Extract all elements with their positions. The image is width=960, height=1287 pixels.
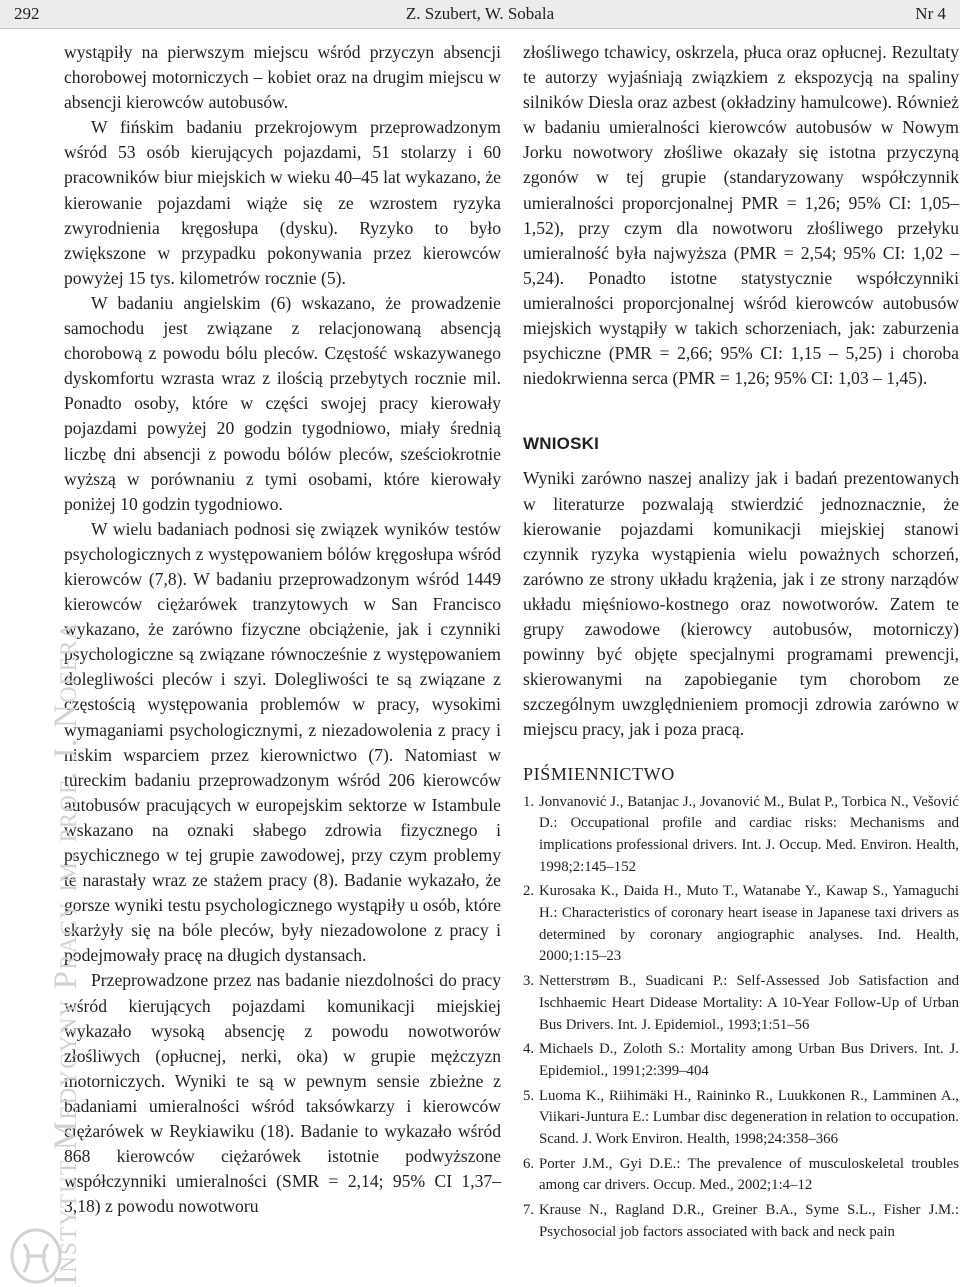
- paragraph: Przeprowadzone przez nas badanie niezdolności do pracy wśród kierujących pojazdami komunikacji miejskiej wykazało wysoką absencję z powodu nowotworów złośliwych (opłucnej, nerki, oka) w grupie mężczyzn motorniczych. Wyniki te są w pewnym sensie zbieżne z badaniami umieralności wśród taksówkarzy i kierowców ciężarówek w Reykiawiku (18). Badanie to wykazało wśród 868 kierowców ciężarówek istotnie podwyższone współczynniki umieralności (SMR = 2,14; 95% CI 1,37–3,18) z powodu nowotworu: [64, 970, 501, 1217]
- paragraph: wystąpiły na pierwszym miejscu wśród przyczyn absencji chorobowej motorniczych – kobiet oraz na drugim miejscu w absencji kierowców autobusów.: [64, 42, 501, 113]
- reference-number: 4.: [523, 1041, 535, 1058]
- paragraph: W fińskim badaniu przekrojowym przeprowadzonym wśród 53 osób kierujących pojazdami, 51 stolarzy i 60 pracowników biur miejskich w wieku 40–45 lat wykazano, że kierowanie pojazdami wiąże się ze wzrostem ryzyka zwyrodnienia kręgosłupa (dysku). Ryzyko to było zwiększone w przypadku pokonywania przez kierowców powyżej 15 tys. kilometrów rocznie (5).: [64, 117, 501, 288]
- conclusions-paragraph: Wyniki zarówno naszej analizy jak i badań prezentowanych w literaturze pozwalają stwierdzić jednoznacznie, że kierowanie pojazdami komunikacji miejskiej stanowi czynnik ryzyka wystąpienia wielu poważnych schorzeń, zarówno ze strony układu krążenia, jak i ze strony narządów układu mięśniowo-kostnego oraz nowotworów. Zatem te grupy zawodowe (kierowcy autobusów, motorniczy) powinny być objęte specjalnymi programami prewencji, skierowanymi na zapobieganie tym chorobom ze szczególnym uwzględnieniem promocji zdrowia zarówno w miejscu pracy, jak i poza pracą.: [523, 468, 959, 740]
- reference-item: [523, 971, 959, 1036]
- reference-number: 6.: [523, 1155, 535, 1172]
- reference-text: Michaels D., Zoloth S.: Mortality among Urban Bus Drivers. Int. J. Epidemiol., 1991;2:399–404: [539, 1041, 959, 1079]
- running-header: [0, 0, 960, 29]
- reference-number: 7.: [523, 1202, 535, 1219]
- left-column: [64, 40, 501, 1219]
- reference-item: [523, 1039, 959, 1082]
- reference-text: Netterstrøm B., Suadicani P.: Self-Assessed Job Satisfaction and Ischhaemic Heart Didease Mortality: A 10-Year Follow-Up of Urban Bus Drivers. Int. J. Epidemiol., 1993;1:51–56: [539, 973, 959, 1033]
- header-authors: Z. Szubert, W. Sobala: [405, 4, 555, 23]
- reference-number: 3.: [523, 973, 535, 990]
- reference-number: 1.: [523, 793, 535, 810]
- page-number: 292: [14, 4, 40, 23]
- reference-number: 5.: [523, 1087, 535, 1104]
- reference-number: 2.: [523, 883, 535, 900]
- paragraph: W badaniu angielskim (6) wskazano, że prowadzenie samochodu jest związane z relacjonowaną absencją chorobową z powodu bólu pleców. Częstość wskazywanego dyskomfortu wzrasta wraz z ilością przebytych rocznie mil. Ponadto osoby, które w części swojej pracy kierowały pojazdami powyżej 20 godzin tygodniowo, miały średnią liczbę dni absencji z powodu bólów pleców, sześciokrotnie wyższą w porównaniu z tymi osobami, które kierowały poniżej 10 godzin tygodniowo.: [64, 292, 501, 514]
- paragraph: W wielu badaniach podnosi się związek wyników testów psychologicznych z występowaniem bólów kręgosłupa wśród kierowców (7,8). W badaniu przeprowadzonym wśród 1449 kierowców ciężarówek tranzytowych w San Francisco wykazano, że zarówno fizyczne obciążenie, jak i czynniki psychologiczne są związane równocześnie z występowaniem dolegliwości pleców i szyi. Dolegliwości te są związane z częstością występowania problemów w pracy, wysokimi wymaganiami psychologicznymi, z niezadowolenia z pracy i niskim wsparciem przez kierownictwo (7). Natomiast w tureckim badaniu przeprowadzonym wśród 206 kierowców autobusów pracujących w europejskim sektorze w Istambule wskazano na oznaki słabego zdrowia fizycznego i psychicznego w tej grupie zawodowej, przy czym problemy te narastały wraz ze stażem pracy (8). Badanie wykazało, że gorsze wyniki testu psychologicznego wystąpiły u osób, które skarżyły się na bóle pleców, były niezadowolone z pracy i podejmowały pracę na długich dystansach.: [64, 518, 501, 966]
- issue-number: Nr 4: [915, 4, 946, 23]
- reference-item: [523, 1086, 959, 1151]
- reference-item: [523, 881, 959, 968]
- references-list: [523, 792, 959, 1244]
- institute-logo-icon: [8, 1222, 64, 1284]
- reference-item: [523, 792, 959, 879]
- reference-text: Jonvanović J., Batanjac J., Jovanović M., Bulat P., Torbica N., Vešović D.: Occupational profile and cardiac risks: Mechanisms and implications professional drivers. Int. J. Occup. Med. Environ. Health, 1998;2:145–152: [539, 793, 959, 875]
- reference-text: Kurosaka K., Daida H., Muto T., Watanabe Y., Kawap S., Yamaguchi H.: Characteristics of coronary heart isease in Japanese taxi drivers as determined by coronary angiographic analyses. Ind. Health, 2000;1:15–23: [539, 883, 959, 965]
- references-heading: PIŚMIENNICTWO: [523, 764, 675, 785]
- section-heading-conclusions: WNIOSKI: [523, 434, 600, 454]
- reference-text: Luoma K., Riihimäki H., Raininko R., Luukkonen R., Lamminen A., Viikari-Juntura E.: Lumbar disc degeneration in relation to occupation. Scand. J. Work Environ. Health, 1998;24:358–366: [539, 1087, 959, 1148]
- reference-text: Krause N., Ragland D.R., Greiner B.A., Syme S.L., Fisher J.M.: Psychosocial job factors associated with back and neck pain: [539, 1202, 959, 1240]
- reference-text: Porter J.M., Gyi D.E.: The prevalence of musculoskeletal troubles among car drivers. Occup. Med., 2002;1:4–12: [539, 1155, 959, 1194]
- reference-item: [523, 1154, 959, 1197]
- right-column: [523, 40, 959, 1247]
- reference-item: [523, 1200, 959, 1243]
- paragraph: złośliwego tchawicy, oskrzela, płuca oraz opłucnej. Rezultaty te autorzy wyjaśniają związkiem z ekspozycją na spaliny silników Diesla oraz azbest (okładziny hamulcowe). Również w badaniu umieralności kierowców autobusów w Nowym Jorku nowotwory złośliwe okazały się istotna przyczyną zgonów w tej grupie (standaryzowany współczynnik umieralności proporcjonalnej PMR = 1,26; 95% CI: 1,05–1,52), przy czym dla nowotworu złośliwego przełyku umieralność była najwyższa (PMR = 2,54; 95% CI: 1,02 – 5,24). Ponadto istotne statystycznie współczynniki umieralności proporcjonalnej wśród kierowców autobusów miejskich wystąpiły w takich schorzeniach, jak: zaburzenia psychiczne (PMR = 2,66; 95% CI: 1,15 – 5,25) i choroba niedokrwienna serca (PMR = 1,26; 95% CI: 1,03 – 1,45).: [523, 42, 959, 389]
- institute-watermark: Instytut Medycyny Pracy im. prof. J. Nofera: [48, 621, 84, 1285]
